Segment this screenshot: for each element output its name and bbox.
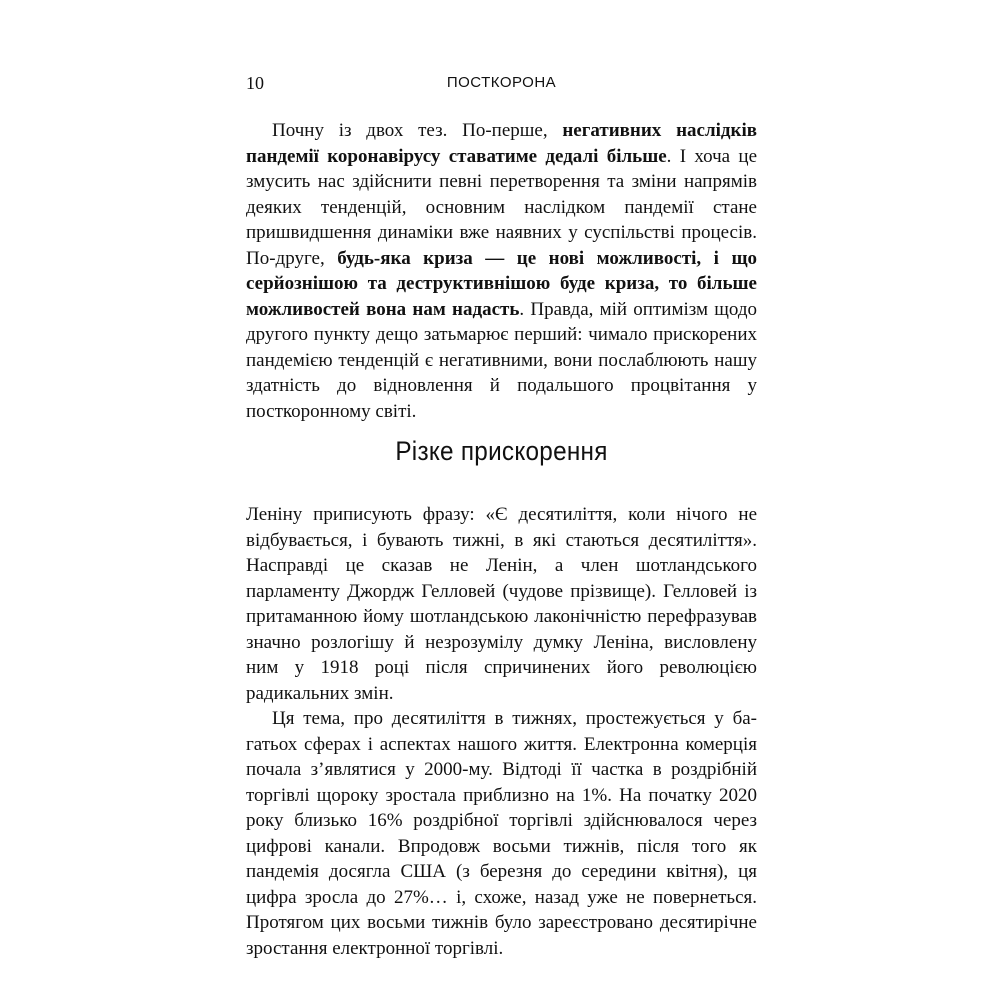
running-head: [246, 73, 757, 97]
running-title: ПОСТКОРОНА: [446, 74, 557, 91]
bold-text-run: будь-яка криза — це нові можливості, і що серйознішою та деструктивнішою буде криза, то більше можливостей вона нам надасть: [246, 247, 757, 320]
section-heading: Різке прискорення: [395, 436, 608, 466]
page-number: 10: [246, 73, 264, 93]
paragraph: Леніну приписують фразу: «Є десятиліття, коли нічого не відбувається, і бувають тижні, в які стаються десятиліття». Насправді це сказав не Ленін, а член шотландського парламенту Джордж Гелловей (чудове прізвище). Гелловей із притаманною йому шотландською лаконічністю перефразував значно розлогішу й незрозумілу думку Леніна, висловлену ним у 1918 році після спричинених його революцією радикальних змін.: [246, 504, 757, 704]
section-text: [246, 502, 757, 961]
text-run: Почну із двох тез. По-перше,: [272, 120, 563, 141]
text-run: . Правда, мій оптимізм щодо другого пункту дещо затьмарює перший: чимало прискорених пандемією тенденцій є негативними, вони послаблюють нашу здатність до відновлення й подальшого процвітання у посткоронному світі.: [246, 298, 757, 422]
text-run: . І хоча це змусить нас здійснити певні перетворення та зміни напрямів деяких тенденцій, основним наслідком пандемії стане пришвидшення динаміки вже наявних у суспільстві процесів. По-друге,: [246, 145, 758, 269]
paragraph: Ця тема, про десятиліття в тижнях, простежується у багатьох сферах і аспектах нашого життя. Електронна комерція почала з’являтися у 2000-му. Відтоді її частка в роздрібній торгівлі щороку зростала приблизно на 1%. На початку 2020 року близько 16% роздрібної торгівлі здійснювалося через цифрові канали. Впродовж восьми тижнів, після того як пандемія досягла США (з березня до середини квітня), ця цифра зросла до 27%… і, схоже, назад уже не повернеться. Протягом цих восьми тижнів було зареєстровано десятирічне зростання електронної торгівлі.: [246, 708, 757, 959]
bold-text-run: негативних наслідків пандемії коронавірусу ставатиме дедалі більше: [246, 120, 757, 167]
paragraph: [246, 118, 757, 424]
intro-text: [246, 118, 757, 424]
